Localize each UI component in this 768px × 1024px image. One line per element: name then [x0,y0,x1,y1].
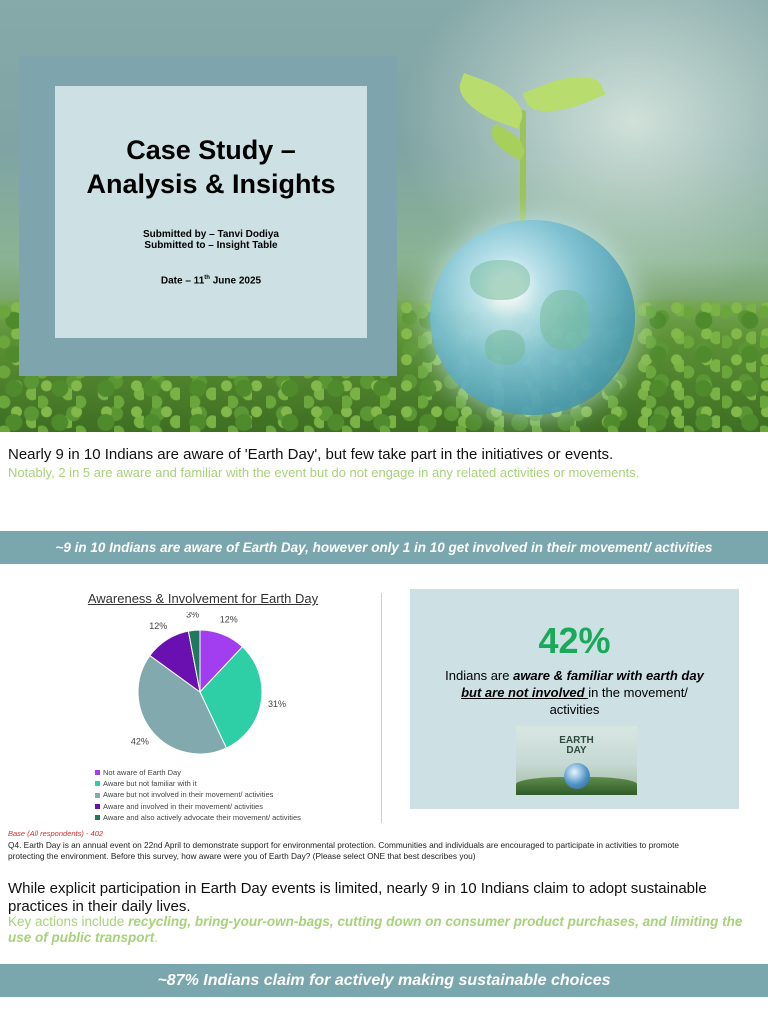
legend-label: Aware and involved in their movement/ activities [103,801,263,811]
legend-swatch [95,770,100,775]
legend-item [95,801,301,812]
glass-globe-with-sprout-image [418,70,648,370]
sprout-leaf [523,65,605,123]
pie-chart [120,612,290,762]
legend-swatch [95,781,100,786]
survey-question: Q4. Earth Day is an annual event on 22nd April to demonstrate support for environmental protection. Communities and individuals are encouraged to participate in activities to promote protecting the environment. Before this survey, how aware were you of Earth Day? (Please select ONE that best describes you) [8,840,680,861]
base-note: Base (All respondents) - 402 [8,829,104,838]
section2-note: Key actions include recycling, bring-your-own-bags, cutting down on consumer product purchases, and limiting the use of public transport. [8,914,743,945]
submission-info [55,229,367,251]
pie-data-label: 12% [149,621,168,632]
legend-item [95,767,301,778]
submitted-by: Submitted by – Tanvi Dodiya [143,229,279,240]
section1-headline: Nearly 9 in 10 Indians are aware of 'Earth Day', but few take part in the initiatives or events. [8,446,614,463]
title-card [55,86,367,338]
page-title [55,133,367,201]
title-line-2: Analysis & Insights [86,169,336,199]
pie-data-label: 42% [130,736,149,747]
title-line-1: Case Study – [126,135,296,165]
legend-swatch [95,815,100,820]
section2-headline: While explicit participation in Earth Day events is limited, nearly 9 in 10 Indians claim to adopt sustainable practices in their daily lives. [8,880,707,915]
legend-item [95,812,301,823]
legend-item [95,789,301,800]
report-date: Date – 11th June 2025 [160,275,262,287]
section2-band: ~87% Indians claim for actively making sustainable choices [0,964,768,997]
chart-legend [95,767,301,823]
legend-item [95,778,301,789]
legend-label: Aware but not involved in their movement/ activities [103,790,274,800]
insight-big-number: 42% [538,620,611,661]
insight-card [410,589,739,809]
legend-label: Aware and also actively advocate their movement/ activities [103,812,301,822]
legend-label: Not aware of Earth Day [103,768,181,777]
section1-band: ~9 in 10 Indians are aware of Earth Day, however only 1 in 10 get involved in their movement/ activities [0,531,768,564]
panel-divider [381,593,382,823]
pie-data-label: 31% [268,699,287,710]
earth-day-image-text: EARTH DAY [559,735,594,756]
hero-banner [0,0,768,432]
pie-data-label: 3% [186,612,200,620]
pie-data-label: 12% [219,614,238,625]
legend-label: Aware but not familiar with it [103,779,197,789]
submitted-to: Submitted to – Insight Table [144,240,278,251]
sprout-stem [520,110,526,230]
section1-note: Notably, 2 in 5 are aware and familiar with the event but do not engage in any related activities or movements. [8,465,640,480]
insight-description: Indians are aware & familiar with earth day but are not involved in the movement/ activities [445,668,704,717]
legend-swatch [95,804,100,809]
chart-title: Awareness & Involvement for Earth Day [87,591,319,606]
sprout-leaf [452,73,529,129]
earth-day-image [516,726,637,795]
legend-swatch [95,793,100,798]
globe-icon [564,763,590,789]
glass-globe [430,220,635,415]
